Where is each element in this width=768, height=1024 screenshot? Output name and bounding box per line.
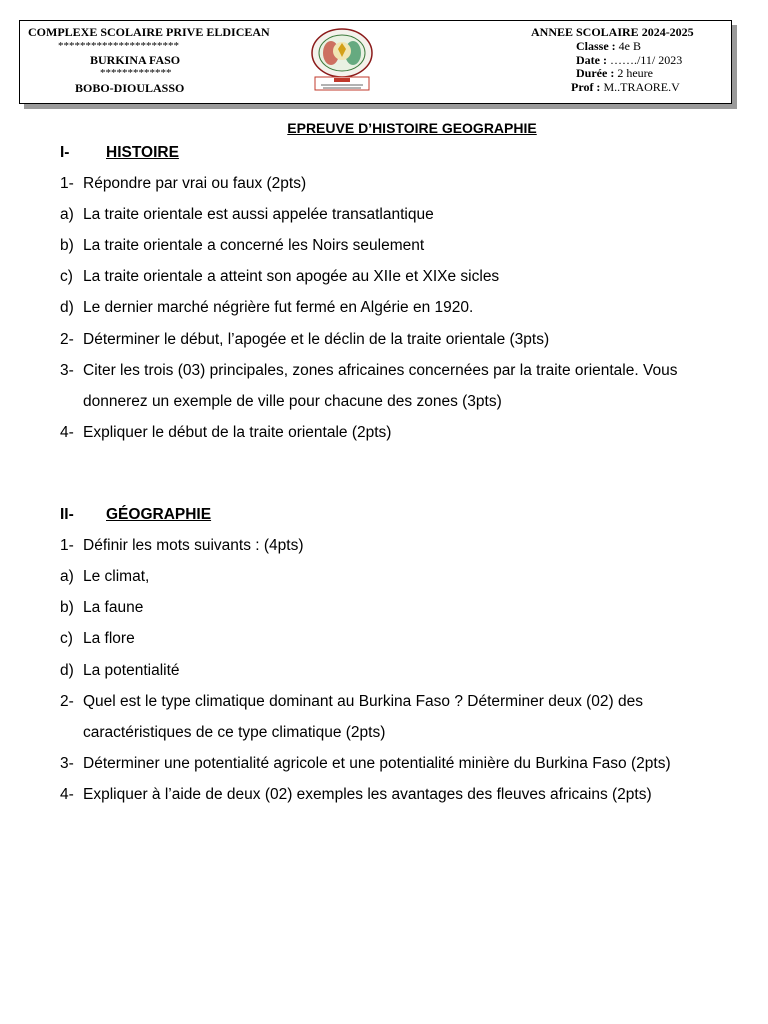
duration-info: [576, 66, 653, 81]
item-text: caractéristiques de ce type climatique (2pts): [83, 724, 386, 741]
item-marker: b): [60, 599, 74, 616]
item-marker: c): [60, 630, 73, 647]
prof-info: [571, 80, 680, 95]
item-text: La traite orientale a atteint son apogée au XIIe et XIXe sicles: [83, 268, 500, 285]
separator-stars-mid: *************: [100, 67, 172, 79]
section-title: HISTOIRE: [106, 144, 179, 161]
item-marker: 1-: [60, 175, 74, 192]
date-label: Date :: [576, 53, 607, 67]
section-number: I-: [60, 144, 70, 161]
item-marker: 4-: [60, 424, 74, 441]
item-marker: 1-: [60, 537, 74, 554]
item-text: La flore: [83, 630, 135, 647]
item-text: La potentialité: [83, 662, 180, 679]
item-text: Déterminer le début, l’apogée et le déclin de la traite orientale (3pts): [83, 331, 550, 348]
item-text: La traite orientale a concerné les Noirs seulement: [83, 237, 425, 254]
item-text: La faune: [83, 599, 144, 616]
item-text: Expliquer le début de la traite orientale (2pts): [83, 424, 392, 441]
exam-title: [0, 120, 768, 136]
item-marker: b): [60, 237, 74, 254]
school-name: COMPLEXE SCOLAIRE PRIVE ELDICEAN: [28, 25, 270, 39]
school-logo-icon: [307, 27, 377, 93]
exam-title-text: EPREUVE D’HISTOIRE GEOGRAPHIE: [287, 120, 537, 136]
class-label: Classe :: [576, 39, 616, 53]
item-marker: c): [60, 268, 73, 285]
header-box: [19, 20, 732, 104]
duration-value: 2 heure: [617, 66, 653, 80]
class-value: 4e B: [618, 39, 642, 53]
item-marker: a): [60, 206, 74, 223]
item-text: Quel est le type climatique dominant au Burkina Faso ? Déterminer deux (02) des: [83, 693, 644, 710]
item-marker: a): [60, 568, 74, 585]
item-text: Citer les trois (03) principales, zones africaines concernées par la traite orientale. Vous: [83, 362, 678, 379]
section-number: II-: [60, 506, 74, 523]
school-year: ANNEE SCOLAIRE 2024-2025: [531, 25, 694, 39]
item-marker: 4-: [60, 786, 74, 803]
item-text: Expliquer à l’aide de deux (02) exemples les avantages des fleuves africains (2pts): [83, 786, 652, 803]
prof-value: M..TRAORE.V: [603, 80, 680, 94]
city-name: BOBO-DIOULASSO: [75, 81, 185, 95]
item-text: Définir les mots suivants : (4pts): [83, 537, 304, 554]
prof-label: Prof :: [571, 80, 601, 94]
date-value: ……./11/ 2023: [609, 53, 683, 67]
item-text: Le climat,: [83, 568, 150, 585]
separator-stars-top: **********************: [58, 40, 179, 52]
item-text: Répondre par vrai ou faux (2pts): [83, 175, 307, 192]
item-marker: d): [60, 299, 74, 316]
duration-label: Durée :: [576, 66, 615, 80]
item-marker: 2-: [60, 693, 74, 710]
item-text: Le dernier marché négrière fut fermé en Algérie en 1920.: [83, 299, 474, 316]
item-marker: 3-: [60, 362, 74, 379]
section-title: GÉOGRAPHIE: [106, 506, 212, 523]
item-marker: d): [60, 662, 74, 679]
item-text: La traite orientale est aussi appelée transatlantique: [83, 206, 434, 223]
class-info: [576, 39, 641, 54]
item-text: donnerez un exemple de ville pour chacune des zones (3pts): [83, 393, 502, 410]
country-name: BURKINA FASO: [90, 53, 181, 67]
item-marker: 2-: [60, 331, 74, 348]
item-text: Déterminer une potentialité agricole et une potentialité minière du Burkina Faso (2pts): [83, 755, 671, 772]
item-marker: 3-: [60, 755, 74, 772]
